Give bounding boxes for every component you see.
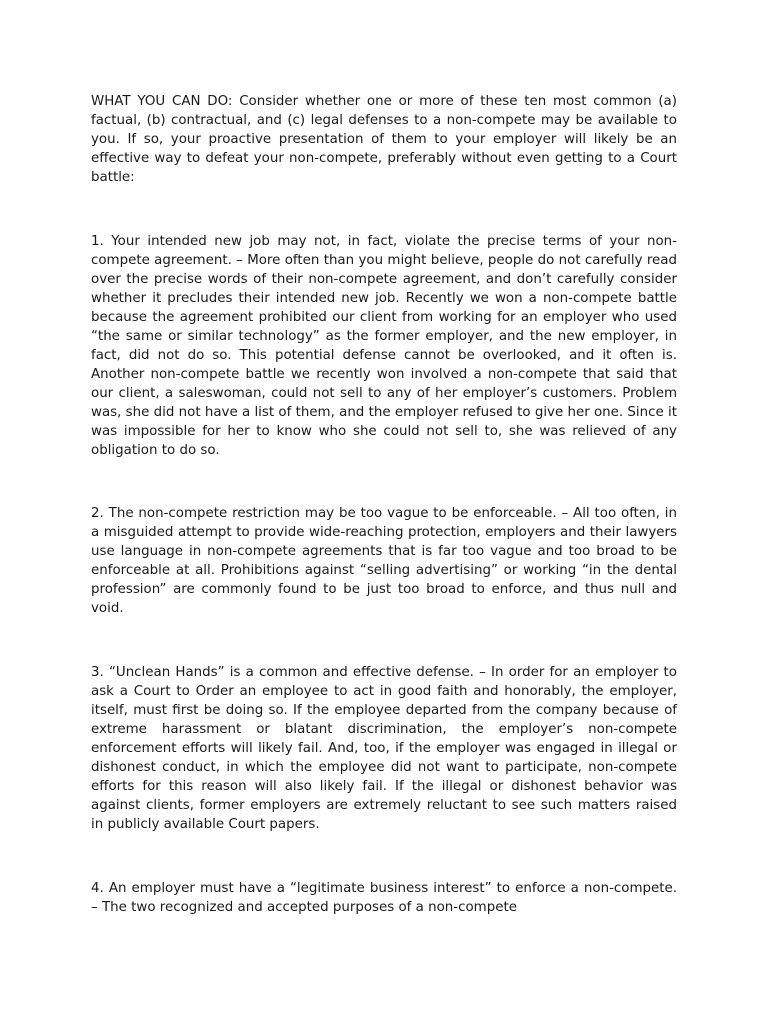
intro-paragraph: WHAT YOU CAN DO: Consider whether one or more of these ten most common (a) factual, (b) contractual, and (c) legal defenses to a non-compete may be available to you. If so, your proactive presentation of them to your employer will likely be an effective way to defeat your non-compete, preferably without even getting to a Court battle: (91, 94, 677, 185)
defense-paragraph-1: 1. Your intended new job may not, in fact, violate the precise terms of your non-compete agreement. – More often than you might believe, people do not carefully read over the precise words of their non-compete agreement, and don’t carefully consider whether it precludes their intended new job. Recently we won a non-compete battle because the agreement prohibited our client from working for an employer who used “the same or similar technology” as the former employer, and the new employer, in fact, did not do so. This potential defense cannot be overlooked, and it often is. Another non-compete battle we recently won involved a non-compete that said that our client, a saleswoman, could not sell to any of her employer’s customers. Problem was, she did not have a list of them, and the employer refused to give her one. Since it was impossible for her to know who she could not sell to, she was relieved of any obligation to do so. (91, 234, 677, 458)
defense-paragraph-3: 3. “Unclean Hands” is a common and effective defense. – In order for an employer to ask a Court to Order an employee to act in good faith and honorably, the employer, itself, must first be doing so. If the employee departed from the company because of extreme harassment or blatant discrimination, the employer’s non-compete enforcement efforts will likely fail. And, too, if the employer was engaged in illegal or dishonest conduct, in which the employee did not want to participate, non-compete efforts for this reason will also likely fail. If the illegal or dishonest behavior was against clients, former employers are extremely reluctant to see such matters raised in publicly available Court papers. (91, 665, 677, 832)
defense-paragraph-4: 4. An employer must have a “legitimate business interest” to enforce a non-compete. – The two recognized and accepted purposes of a non-compete (91, 881, 677, 915)
defense-paragraph-2: 2. The non-compete restriction may be too vague to be enforceable. – All too often, in a misguided attempt to provide wide-reaching protection, employers and their lawyers use language in non-compete agreements that is far too vague and too broad to be enforceable at all. Prohibitions against “selling advertising” or working “in the dental profession” are commonly found to be just too broad to enforce, and thus null and void. (91, 506, 677, 616)
